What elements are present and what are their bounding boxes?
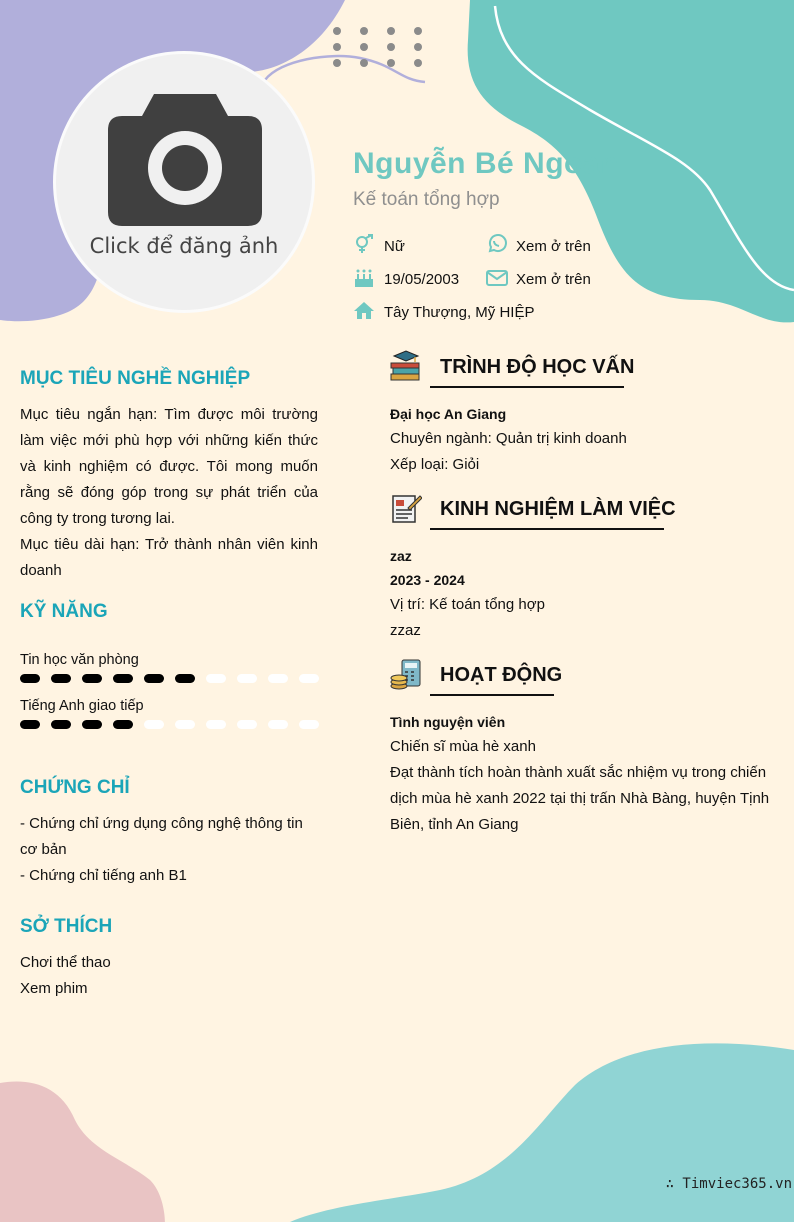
certificate-item: - Chứng chỉ ứng dụng công nghệ thông tin cơ bản [20,815,303,858]
hobbies-heading: SỞ THÍCH [20,916,113,937]
objective-heading: MỤC TIÊU NGHỀ NGHIỆP [20,368,251,389]
skills-heading: KỸ NĂNG [20,601,108,622]
activities-underline [430,694,554,696]
home-icon [353,301,375,321]
skill-segment-empty [237,720,257,729]
skill-segment-empty [206,674,226,683]
skill-segment-filled [51,674,71,683]
activity-role: Tình nguyện viên [390,714,506,730]
skill-level-bar [20,720,320,730]
camera-icon [106,90,264,228]
education-underline [430,386,624,388]
experience-heading: KINH NGHIỆM LÀM VIỆC [440,498,676,520]
education-school: Đại học An Giang [390,406,507,422]
skill-segment-filled [20,720,40,729]
experience-underline [430,528,664,530]
skill-segment-filled [175,674,195,683]
education-major: Chuyên ngành: Quản trị kinh doanh [390,430,627,447]
dot-grid [333,27,425,69]
skill-label: Tin học văn phòng [20,652,139,668]
certificate-item: - Chứng chỉ tiếng anh B1 [20,867,187,884]
objective-short-term: Mục tiêu ngắn hạn: Tìm được môi trường làm việc mới phù hợp với những kiến thức và kinh nghiệm có được. Tôi mong muốn rằng sẽ đóng góp trong sự phát triển của công ty trong tương lai. [20,406,318,527]
hobby-item: Chơi thể thao [20,954,111,971]
skill-level-bar [20,674,320,684]
skill-segment-filled [82,674,102,683]
experience-position: Vị trí: Kế toán tổng hợp [390,596,545,613]
education-section-header [390,350,635,390]
skill-segment-filled [144,674,164,683]
skill-segment-empty [299,720,319,729]
skill-segment-filled [113,720,133,729]
skill-segment-filled [20,674,40,683]
candidate-title: Kế toán tổng hợp [353,189,500,210]
cake-icon [353,268,375,288]
skill-segment-empty [175,720,195,729]
activity-description: Đạt thành tích hoàn thành xuất sắc nhiệm vụ trong chiến dịch mùa hè xanh 2022 tại thị trấn Nhà Bàng, huyện Tịnh Biên, tỉnh An Giang [390,764,770,833]
activities-section-header [390,658,570,698]
certificates-heading: CHỨNG CHỈ [20,777,130,798]
candidate-name: Nguyễn Bé Ngoan [353,147,619,180]
footer-brand: ∴ Timviec365.vn [665,1176,792,1192]
skill-segment-empty [268,720,288,729]
skill-segment-filled [113,674,133,683]
email-value: Xem ở trên [516,271,591,288]
phone-value: Xem ở trên [516,238,591,255]
experience-company: zaz [390,548,412,564]
education-rank: Xếp loại: Giỏi [390,456,480,473]
objective-long-term: Mục tiêu dài hạn: Trở thành nhân viên kinh doanh [20,536,318,579]
address-value: Tây Thượng, Mỹ HIỆP [384,304,535,321]
gender-value: Nữ [384,238,405,255]
gender-icon [353,234,375,254]
hobby-item: Xem phim [20,980,88,997]
skill-segment-empty [299,674,319,683]
experience-section-header [390,492,676,532]
birthday-value: 19/05/2003 [384,271,460,288]
avatar-caption: Click để đăng ảnh [89,234,279,258]
whatsapp-icon [486,234,508,254]
skill-segment-empty [268,674,288,683]
avatar-upload[interactable] [53,51,315,313]
activity-icon [390,658,422,690]
mail-icon [486,268,508,288]
skill-segment-empty [144,720,164,729]
education-heading: TRÌNH ĐỘ HỌC VẤN [440,356,635,378]
education-icon [390,350,422,382]
experience-period: 2023 - 2024 [390,572,465,588]
experience-icon [390,492,422,524]
skill-segment-empty [237,674,257,683]
activity-name: Chiến sĩ mùa hè xanh [390,738,536,755]
skill-segment-empty [206,720,226,729]
activities-heading: HOẠT ĐỘNG [440,664,563,686]
skill-label: Tiếng Anh giao tiếp [20,698,144,714]
pink-blob [0,1082,165,1222]
skill-segment-filled [51,720,71,729]
experience-description: zzaz [390,622,421,639]
aqua-blob [290,1043,794,1222]
skill-segment-filled [82,720,102,729]
